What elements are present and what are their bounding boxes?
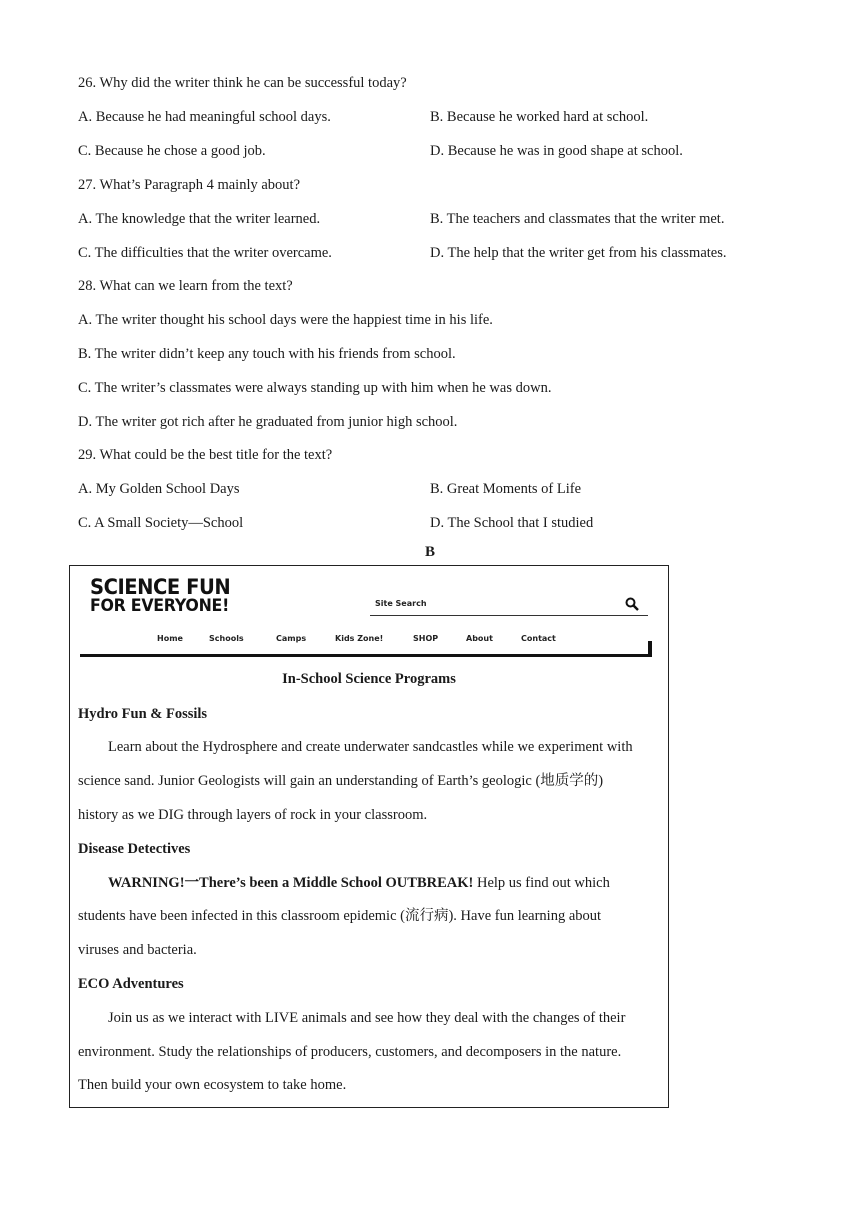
nav-divider-end bbox=[648, 641, 652, 657]
science-fun-logo bbox=[90, 575, 241, 616]
nav-divider bbox=[80, 654, 652, 657]
question-28-stem: 28. What can we learn from the text? bbox=[78, 278, 293, 294]
site-search-label: Site Search bbox=[375, 599, 427, 608]
program-disease-line-1-text: Help us find out which bbox=[473, 875, 610, 891]
programs-title: In-School Science Programs bbox=[282, 671, 456, 687]
question-26-option-c: C. Because he chose a good job. bbox=[78, 143, 266, 159]
question-29-option-a: A. My Golden School Days bbox=[78, 481, 240, 497]
nav-item-camps[interactable]: Camps bbox=[276, 634, 307, 643]
question-27-option-a: A. The knowledge that the writer learned. bbox=[78, 211, 321, 227]
question-26-stem: 26. Why did the writer think he can be successful today? bbox=[78, 75, 407, 91]
question-27-option-c: C. The difficulties that the writer overcame. bbox=[78, 245, 332, 261]
nav-item-contact[interactable]: Contact bbox=[521, 634, 556, 643]
program-disease-line-2: students have been infected in this classroom epidemic (流行病). Have fun learning about bbox=[78, 908, 602, 924]
nav-item-kids-zone[interactable]: Kids Zone! bbox=[335, 634, 384, 643]
program-eco-line-1: Join us as we interact with LIVE animals and see how they deal with the changes of their bbox=[108, 1010, 626, 1026]
program-disease-line-3: viruses and bacteria. bbox=[78, 942, 197, 958]
nav-item-home[interactable]: Home bbox=[157, 634, 183, 643]
site-search-input[interactable] bbox=[370, 615, 648, 616]
question-29-option-d: D. The School that I studied bbox=[430, 515, 594, 531]
nav-item-about[interactable]: About bbox=[466, 634, 493, 643]
question-29-option-b: B. Great Moments of Life bbox=[430, 481, 582, 497]
question-27-option-b: B. The teachers and classmates that the writer met. bbox=[430, 211, 725, 227]
question-29-option-c: C. A Small Society—School bbox=[78, 515, 244, 531]
nav-item-schools[interactable]: Schools bbox=[209, 634, 244, 643]
program-heading-eco: ECO Adventures bbox=[78, 976, 184, 992]
question-28-option-a: A. The writer thought his school days were the happiest time in his life. bbox=[78, 312, 493, 328]
question-26-option-b: B. Because he worked hard at school. bbox=[430, 109, 649, 125]
question-28-option-d: D. The writer got rich after he graduated from junior high school. bbox=[78, 414, 458, 430]
program-hydro-line-1: Learn about the Hydrosphere and create underwater sandcastles while we experiment with bbox=[108, 739, 633, 755]
program-heading-hydro: Hydro Fun & Fossils bbox=[78, 706, 208, 722]
question-27-option-d: D. The help that the writer get from his classmates. bbox=[430, 245, 727, 261]
logo-line-1: SCIENCE FUN bbox=[90, 575, 231, 599]
program-disease-line-1 bbox=[108, 874, 610, 892]
program-eco-line-2: environment. Study the relationships of producers, customers, and decomposers in the nature. bbox=[78, 1044, 622, 1060]
question-26-option-a: A. Because he had meaningful school days. bbox=[78, 109, 331, 125]
outbreak-warning: WARNING!一There’s been a Middle School OUTBREAK! bbox=[108, 875, 474, 891]
search-icon[interactable] bbox=[625, 597, 639, 611]
question-27-stem: 27. What’s Paragraph 4 mainly about? bbox=[78, 177, 301, 193]
question-28-option-c: C. The writer’s classmates were always standing up with him when he was down. bbox=[78, 380, 552, 396]
question-29-stem: 29. What could be the best title for the text? bbox=[78, 447, 333, 463]
question-28-option-b: B. The writer didn’t keep any touch with his friends from school. bbox=[78, 346, 456, 362]
program-heading-disease: Disease Detectives bbox=[78, 841, 191, 857]
program-hydro-line-2: science sand. Junior Geologists will gain an understanding of Earth’s geologic (地质学的) bbox=[78, 773, 604, 789]
section-letter: B bbox=[424, 544, 435, 560]
logo-line-2: FOR EVERYONE! bbox=[90, 596, 230, 616]
question-26-option-d: D. Because he was in good shape at school. bbox=[430, 143, 683, 159]
program-eco-line-3: Then build your own ecosystem to take home. bbox=[78, 1077, 347, 1093]
nav-item-shop[interactable]: SHOP bbox=[413, 634, 439, 643]
program-hydro-line-3: history as we DIG through layers of rock in your classroom. bbox=[78, 807, 428, 823]
